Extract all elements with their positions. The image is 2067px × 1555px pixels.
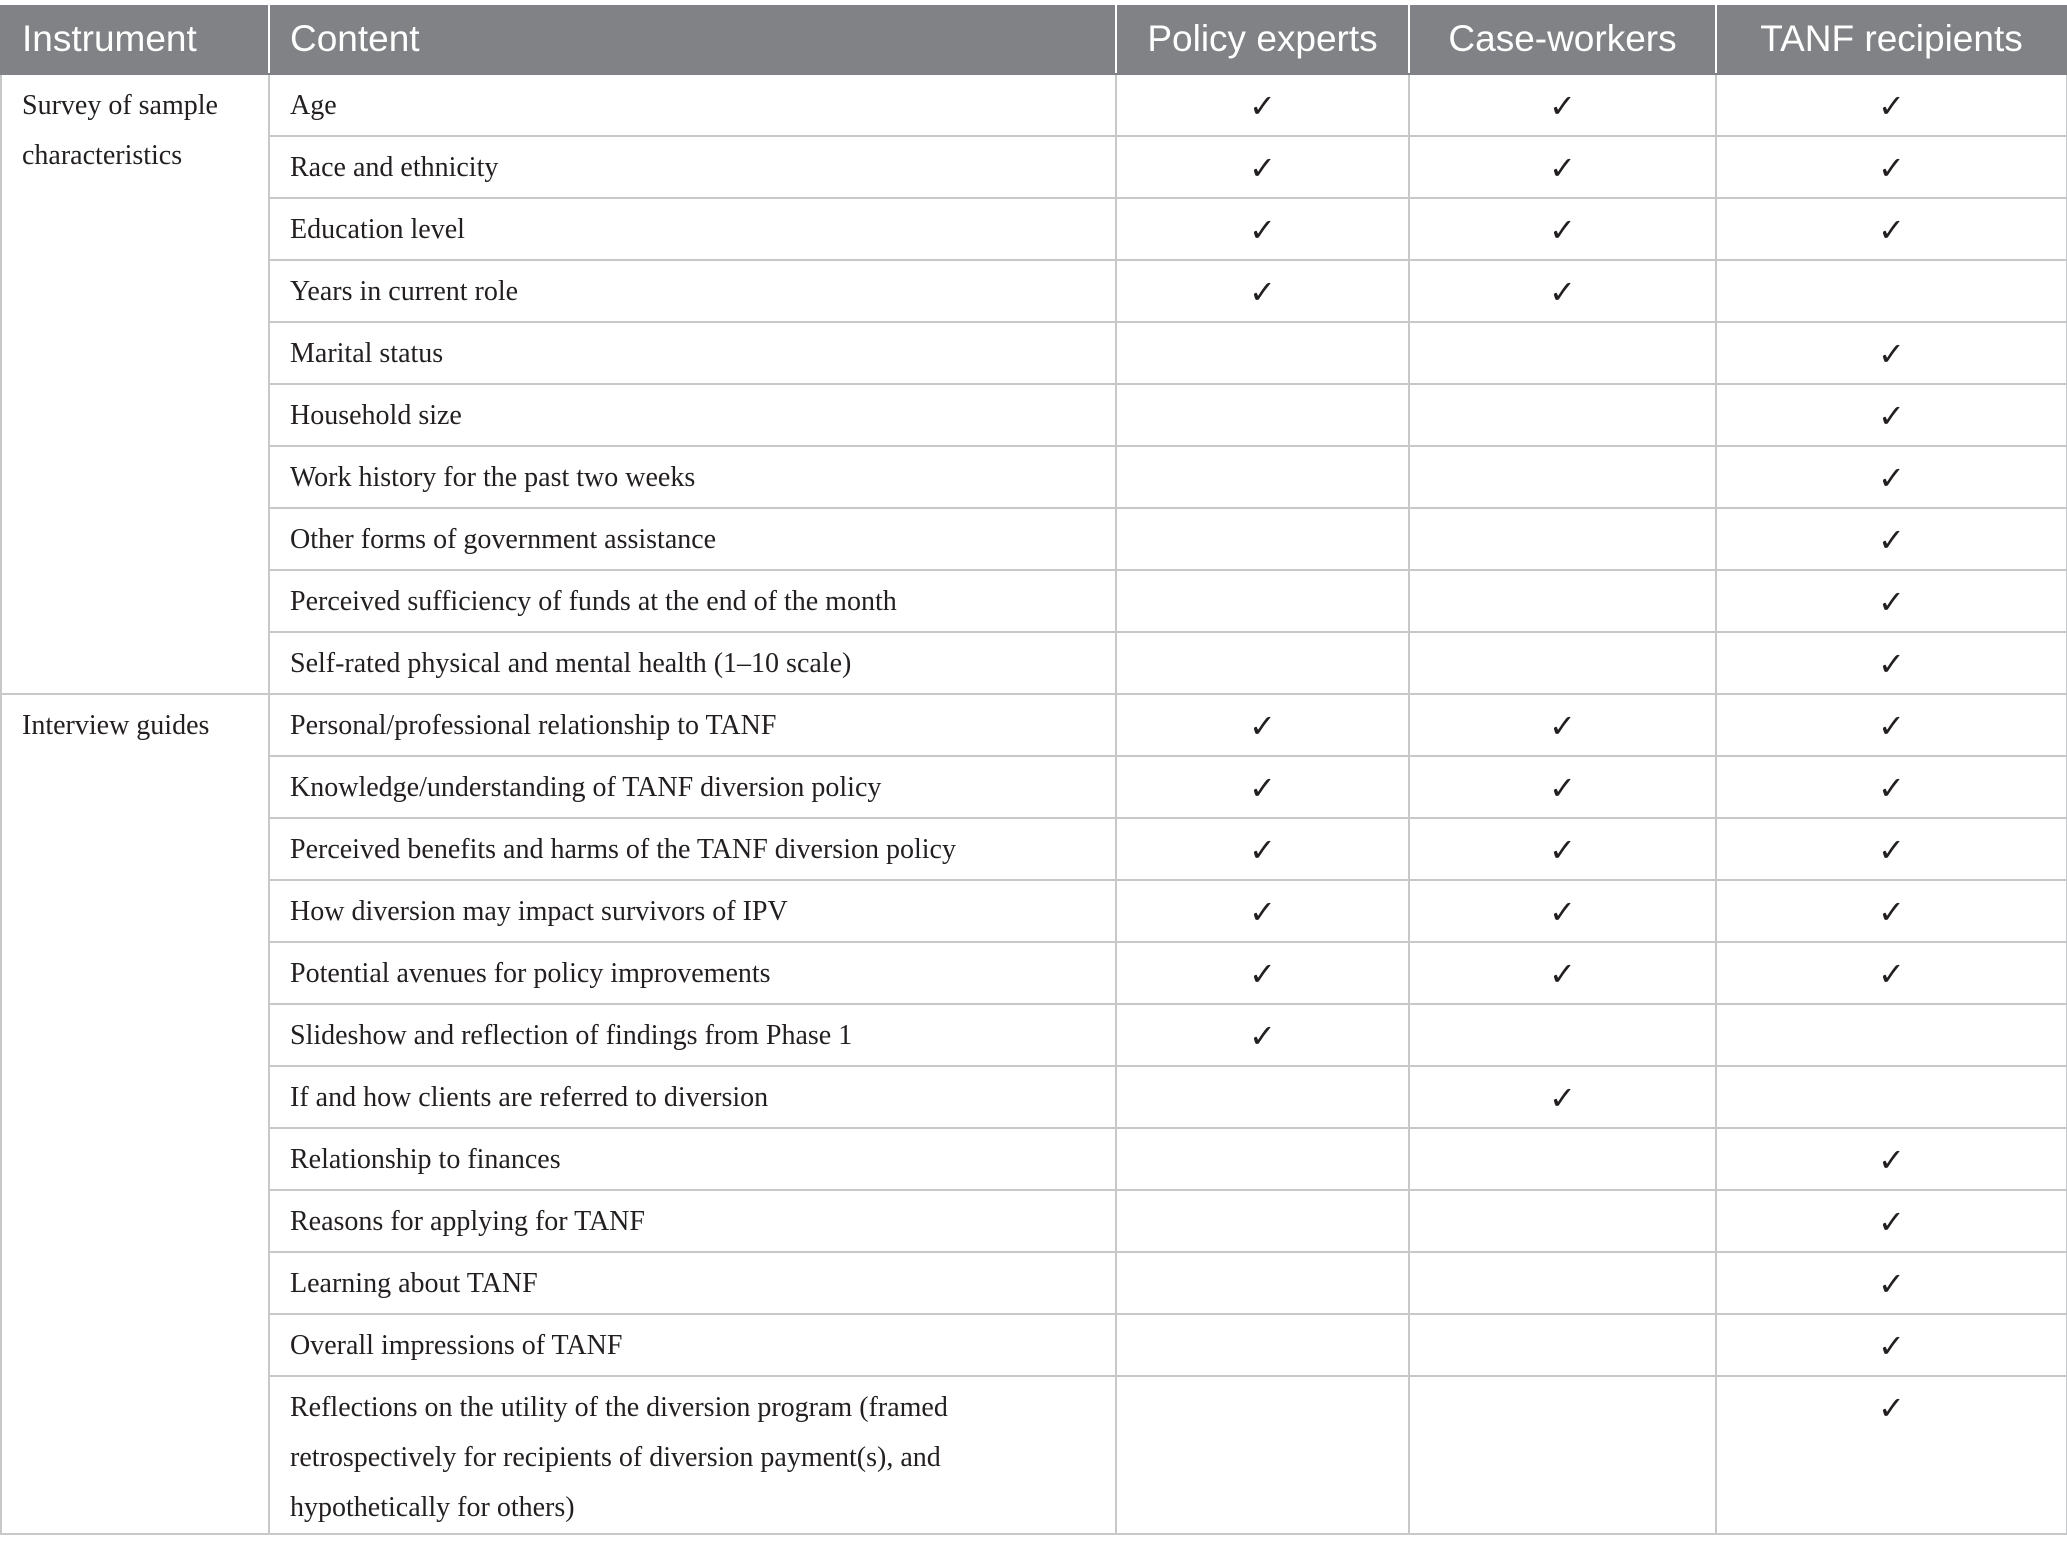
check-cell-case-workers (1409, 198, 1716, 260)
header-instrument: Instrument (1, 6, 269, 74)
table-row (1, 818, 2067, 880)
check-mark-icon: ✓ (1249, 892, 1276, 931)
check-mark-icon: ✓ (1249, 272, 1276, 311)
check-cell-case-workers (1409, 322, 1716, 384)
check-mark-icon: ✓ (1878, 1388, 1905, 1427)
check-mark-icon: ✓ (1878, 148, 1905, 187)
check-cell-policy-experts (1116, 198, 1409, 260)
table-row (1, 942, 2067, 1004)
check-mark-icon: ✓ (1878, 954, 1905, 993)
header-content: Content (269, 6, 1116, 74)
check-cell-case-workers (1409, 1004, 1716, 1066)
check-cell-policy-experts (1116, 1252, 1409, 1314)
check-mark-icon: ✓ (1878, 644, 1905, 683)
check-cell-tanf-recipients (1716, 198, 2067, 260)
check-mark-icon: ✓ (1249, 86, 1276, 125)
check-cell-tanf-recipients (1716, 570, 2067, 632)
check-cell-case-workers (1409, 508, 1716, 570)
check-cell-policy-experts (1116, 570, 1409, 632)
table-row (1, 446, 2067, 508)
table-row (1, 880, 2067, 942)
check-cell-case-workers (1409, 446, 1716, 508)
check-cell-case-workers (1409, 136, 1716, 198)
check-mark-icon: ✓ (1878, 396, 1905, 435)
check-cell-case-workers (1409, 1066, 1716, 1128)
check-mark-icon: ✓ (1878, 334, 1905, 373)
check-cell-case-workers (1409, 1314, 1716, 1376)
header-policy-experts: Policy experts (1116, 6, 1409, 74)
check-mark-icon: ✓ (1249, 148, 1276, 187)
content-cell: Learning about TANF (269, 1252, 1116, 1314)
check-cell-policy-experts (1116, 880, 1409, 942)
check-mark-icon: ✓ (1249, 830, 1276, 869)
check-cell-policy-experts (1116, 818, 1409, 880)
check-cell-tanf-recipients (1716, 322, 2067, 384)
table-row (1, 1066, 2067, 1128)
table-row (1, 570, 2067, 632)
content-cell: Reflections on the utility of the diversion program (framed retrospectively for recipients of diversion payment(s), and hypothetically for others) (269, 1376, 1116, 1534)
check-cell-policy-experts (1116, 1376, 1409, 1534)
check-mark-icon: ✓ (1878, 86, 1905, 125)
table-body (1, 74, 2067, 1534)
check-mark-icon: ✓ (1549, 1078, 1576, 1117)
check-cell-tanf-recipients (1716, 1314, 2067, 1376)
content-cell: Overall impressions of TANF (269, 1314, 1116, 1376)
check-cell-tanf-recipients (1716, 632, 2067, 694)
table-row (1, 384, 2067, 446)
instrument-cell: Survey of sample characteristics (1, 74, 269, 694)
table-row (1, 508, 2067, 570)
check-cell-policy-experts (1116, 384, 1409, 446)
content-cell: How diversion may impact survivors of IPV (269, 880, 1116, 942)
check-cell-case-workers (1409, 384, 1716, 446)
check-cell-tanf-recipients (1716, 384, 2067, 446)
check-cell-case-workers (1409, 756, 1716, 818)
table-row (1, 198, 2067, 260)
check-cell-policy-experts (1116, 1314, 1409, 1376)
content-cell: Perceived sufficiency of funds at the end of the month (269, 570, 1116, 632)
check-mark-icon: ✓ (1878, 582, 1905, 621)
check-mark-icon: ✓ (1249, 706, 1276, 745)
check-cell-policy-experts (1116, 74, 1409, 136)
header-tanf-recipients: TANF recipients (1716, 6, 2067, 74)
check-mark-icon: ✓ (1878, 768, 1905, 807)
check-cell-case-workers (1409, 1128, 1716, 1190)
check-cell-tanf-recipients (1716, 942, 2067, 1004)
check-mark-icon: ✓ (1549, 954, 1576, 993)
check-cell-tanf-recipients (1716, 446, 2067, 508)
check-cell-policy-experts (1116, 1004, 1409, 1066)
check-mark-icon: ✓ (1878, 1264, 1905, 1303)
header-case-workers: Case-workers (1409, 6, 1716, 74)
check-mark-icon: ✓ (1249, 768, 1276, 807)
table-row (1, 322, 2067, 384)
check-mark-icon: ✓ (1878, 706, 1905, 745)
check-mark-icon: ✓ (1549, 86, 1576, 125)
table-row (1, 1314, 2067, 1376)
instrument-cell: Interview guides (1, 694, 269, 1534)
content-cell: Relationship to finances (269, 1128, 1116, 1190)
check-cell-policy-experts (1116, 1190, 1409, 1252)
content-cell: If and how clients are referred to diversion (269, 1066, 1116, 1128)
check-cell-policy-experts (1116, 136, 1409, 198)
check-cell-policy-experts (1116, 260, 1409, 322)
table-row (1, 1128, 2067, 1190)
check-mark-icon: ✓ (1249, 1016, 1276, 1055)
table-row (1, 1252, 2067, 1314)
check-cell-tanf-recipients (1716, 1252, 2067, 1314)
table-row (1, 694, 2067, 756)
check-cell-policy-experts (1116, 1128, 1409, 1190)
content-cell: Work history for the past two weeks (269, 446, 1116, 508)
check-cell-policy-experts (1116, 942, 1409, 1004)
check-cell-tanf-recipients (1716, 260, 2067, 322)
check-cell-tanf-recipients (1716, 508, 2067, 570)
check-cell-case-workers (1409, 74, 1716, 136)
check-cell-case-workers (1409, 694, 1716, 756)
check-cell-case-workers (1409, 818, 1716, 880)
check-cell-tanf-recipients (1716, 694, 2067, 756)
check-mark-icon: ✓ (1549, 768, 1576, 807)
check-mark-icon: ✓ (1878, 520, 1905, 559)
check-cell-tanf-recipients (1716, 1190, 2067, 1252)
check-cell-case-workers (1409, 1376, 1716, 1534)
check-cell-tanf-recipients (1716, 880, 2067, 942)
check-mark-icon: ✓ (1878, 892, 1905, 931)
content-cell: Potential avenues for policy improvements (269, 942, 1116, 1004)
check-cell-tanf-recipients (1716, 74, 2067, 136)
check-cell-tanf-recipients (1716, 1066, 2067, 1128)
check-cell-case-workers (1409, 260, 1716, 322)
table-row (1, 1190, 2067, 1252)
check-cell-tanf-recipients (1716, 818, 2067, 880)
instrument-content-table (0, 5, 2067, 1535)
check-mark-icon: ✓ (1549, 210, 1576, 249)
check-cell-tanf-recipients (1716, 136, 2067, 198)
check-cell-case-workers (1409, 570, 1716, 632)
content-cell: Education level (269, 198, 1116, 260)
check-cell-case-workers (1409, 1252, 1716, 1314)
table-row (1, 1376, 2067, 1534)
table-row (1, 136, 2067, 198)
check-mark-icon: ✓ (1549, 892, 1576, 931)
content-cell: Perceived benefits and harms of the TANF diversion policy (269, 818, 1116, 880)
check-mark-icon: ✓ (1549, 148, 1576, 187)
check-cell-tanf-recipients (1716, 1004, 2067, 1066)
check-cell-policy-experts (1116, 508, 1409, 570)
check-cell-policy-experts (1116, 322, 1409, 384)
content-cell: Knowledge/understanding of TANF diversion policy (269, 756, 1116, 818)
check-mark-icon: ✓ (1878, 830, 1905, 869)
check-cell-case-workers (1409, 1190, 1716, 1252)
content-cell: Reasons for applying for TANF (269, 1190, 1116, 1252)
content-cell: Race and ethnicity (269, 136, 1116, 198)
check-mark-icon: ✓ (1878, 210, 1905, 249)
content-cell: Slideshow and reflection of findings from Phase 1 (269, 1004, 1116, 1066)
check-mark-icon: ✓ (1549, 272, 1576, 311)
check-mark-icon: ✓ (1549, 706, 1576, 745)
check-mark-icon: ✓ (1249, 954, 1276, 993)
table-row (1, 756, 2067, 818)
table-row (1, 260, 2067, 322)
check-mark-icon: ✓ (1878, 1140, 1905, 1179)
check-mark-icon: ✓ (1878, 458, 1905, 497)
content-cell: Self-rated physical and mental health (1–10 scale) (269, 632, 1116, 694)
content-cell: Age (269, 74, 1116, 136)
check-cell-case-workers (1409, 880, 1716, 942)
content-cell: Household size (269, 384, 1116, 446)
header-row (1, 6, 2067, 74)
content-cell: Years in current role (269, 260, 1116, 322)
content-cell: Marital status (269, 322, 1116, 384)
check-cell-tanf-recipients (1716, 1128, 2067, 1190)
table-row (1, 74, 2067, 136)
check-mark-icon: ✓ (1878, 1202, 1905, 1241)
check-mark-icon: ✓ (1878, 1326, 1905, 1365)
content-cell: Personal/professional relationship to TANF (269, 694, 1116, 756)
check-cell-policy-experts (1116, 632, 1409, 694)
check-cell-tanf-recipients (1716, 1376, 2067, 1534)
table-row (1, 1004, 2067, 1066)
content-cell: Other forms of government assistance (269, 508, 1116, 570)
check-mark-icon: ✓ (1249, 210, 1276, 249)
table-header (1, 6, 2067, 74)
check-cell-policy-experts (1116, 694, 1409, 756)
check-cell-tanf-recipients (1716, 756, 2067, 818)
check-mark-icon: ✓ (1549, 830, 1576, 869)
check-cell-policy-experts (1116, 446, 1409, 508)
check-cell-policy-experts (1116, 1066, 1409, 1128)
check-cell-case-workers (1409, 632, 1716, 694)
check-cell-policy-experts (1116, 756, 1409, 818)
table-row (1, 632, 2067, 694)
check-cell-case-workers (1409, 942, 1716, 1004)
